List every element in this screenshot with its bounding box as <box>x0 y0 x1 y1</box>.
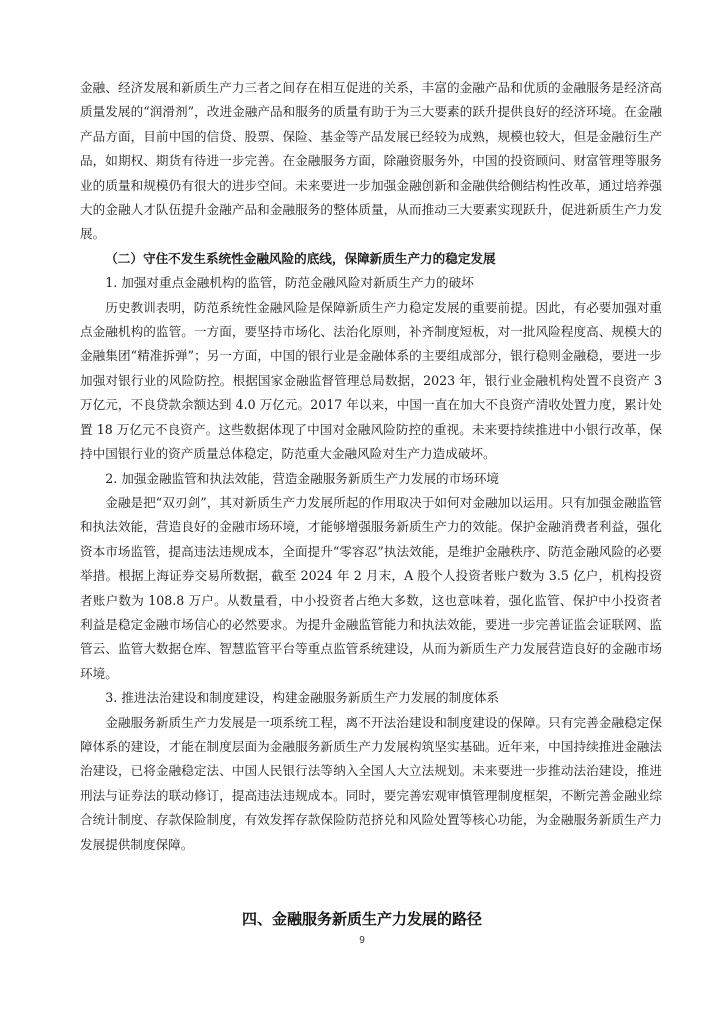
page-number: 9 <box>359 935 365 946</box>
body-text <box>80 76 662 857</box>
item-heading-2: 2. 加强金融监管和执法效能，营造金融服务新质生产力发展的市场环境 <box>105 470 500 486</box>
paragraph-risk-prevention: 历史教训表明，防范系统性金融风险是保障新质生产力稳定发展的重要前提。因此，有必要加强对重点金融机构的监管。一方面，要坚持市场化、法治化原则，补齐制度短板，对一批风险程度高、规模大的金融集团“精准拆弹”；另一方面，中国的银行业是金融体系的主要组成部分，银行稳则金融稳，要进一步加强对银行业的风险防控。根据国家金融监督管理总局数据，2023 年，银行业金融机构处置不良资产 3 万亿元，不良贷款余额达到 4.0 万亿元。2017 年以来，中国一直在加大不良资产清收处置力度，累计处置 18 万亿元不良资产。这些数据体现了中国对金融风险防控的重视。未来要持续推进中小银行改革，保持中国银行业的资产质量总体稳定，防范重大金融风险对生产力造成破坏。 <box>80 299 662 462</box>
paragraph-financial-products: 金融、经济发展和新质生产力三者之间存在相互促进的关系，丰富的金融产品和优质的金融服务是经济高质量发展的“润滑剂”，改进金融产品和服务的质量有助于为三大要素的跃升提供良好的经济环境。在金融产品方面，目前中国的信贷、股票、保险、基金等产品发展已经较为成熟，规模也较大，但是金融衍生产品，如期权、期货有待进一步完善。在金融服务方面，除融资服务外，中国的投资顾问、财富管理等服务业的质量和规模仍有很大的进步空间。未来要进一步加强金融创新和金融供给侧结构性改革，通过培养强大的金融人才队伍提升金融产品和金融服务的整体质量，从而推动三大要素实现跃升，促进新质生产力发展。 <box>80 80 662 242</box>
item-heading-1: 1. 加强对重点金融机构的监管，防范金融风险对新质生产力的破坏 <box>105 275 474 291</box>
item-heading-3: 3. 推进法治建设和制度建设，构建金融服务新质生产力发展的制度体系 <box>105 690 500 706</box>
section-title: 四、金融服务新质生产力发展的路径 <box>241 910 482 928</box>
subsection-heading-2: （二）守住不发生系统性金融风险的底线，保障新质生产力的稳定发展 <box>105 250 496 266</box>
paragraph-regulation: 金融是把“双刃剑”，其对新质生产力发展所起的作用取决于如何对金融加以运用。只有加强金融监管和执法效能，营造良好的金融市场环境，才能够增强服务新质生产力的效能。保护金融消费者利益，强化资本市场监管，提高违法违规成本，全面提升“零容忍”执法效能，是维护金融秩序、防范金融风险的必要举措。根据上海证券交易所数据，截至 2024 年 2 月末，A 股个人投资者账户数为 3.5 亿户，机构投资者账户数为 108.8 万户。从数量看，中小投资者占绝大多数，这也意味着，强化监管、保护中小投资者利益是稳定金融市场信心的必然要求。为提升金融监管能力和执法效能，要进一步完善证监会证联网、监管云、监管大数据仓库、智慧监管平台等重点监管系统建设，从而为新质生产力发展营造良好的金融市场环境。 <box>80 494 662 681</box>
paragraph-legal-system: 金融服务新质生产力发展是一项系统工程，离不开法治建设和制度建设的保障。只有完善金融稳定保障体系的建设，才能在制度层面为金融服务新质生产力发展构筑坚实基础。近年来，中国持续推进金融法治建设，已将金融稳定法、中国人民银行法等纳入全国人大立法规划。未来要进一步推动法治建设，推进刑法与证券法的联动修订，提高违法违规成本。同时，要完善宏观审慎管理制度框架，不断完善金融业综合统计制度、存款保险制度，有效发挥存款保险防范挤兑和风险处置等核心功能，为金融服务新质生产力发展提供制度保障。 <box>80 714 662 852</box>
